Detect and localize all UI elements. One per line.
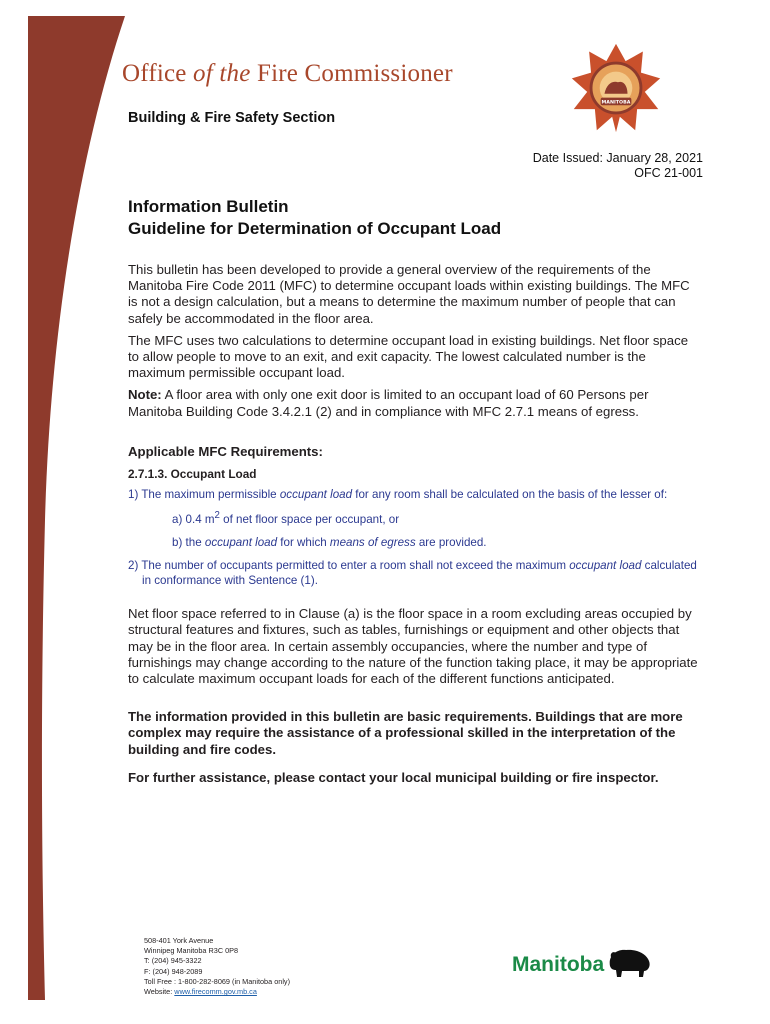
section-name: Building & Fire Safety Section — [128, 110, 336, 126]
svg-text:MANITOBA: MANITOBA — [601, 100, 631, 106]
article-heading: 2.7.1.3. Occupant Load — [128, 467, 257, 482]
footer-address: 508-401 York Avenue Winnipeg Manitoba R3C 0P8 T: (204) 945-3322 F: (204) 948-2089 Toll Free : 1-800-282-8069 (in Manitoba only) Website: www.firecomm.gov.mb.ca — [144, 936, 291, 997]
fire-commissioner-seal-icon — [568, 40, 664, 136]
code-clause-a: a) 0.4 $m^2$ of net floor space per occupant, or — [172, 510, 400, 527]
calculations-paragraph: The MFC uses two calculations to determine occupant load in existing buildings. Net floor space to allow people to move to an exit, and exit capacity. The lowest calculated number is the maximum permissible occupant load. — [128, 332, 689, 381]
svg-text:Manitoba: Manitoba — [512, 953, 605, 976]
requirements-heading: Applicable MFC Requirements: — [128, 443, 323, 459]
manitoba-logo — [512, 944, 652, 978]
net-floor-paragraph: Net floor space referred to in Clause (a) is the floor space in a room excluding areas occupied by structural features and fixtures, such as tables, furnishings or equipment and other objects that may be in the floor area. In certain assembly occupancies, where the number and type of furnishings may change according to the nature of the function taking place, it may be appropriate to calculate maximum occupant loads for each of the different functions anticipated. — [128, 606, 698, 686]
office-title: Office of the Fire Commissioner — [122, 60, 453, 87]
decorative-side-band — [0, 0, 130, 1024]
code-item-2: 2) The number of occupants permitted to enter a room shall not exceed the maximum occupant load calculated in conformance with Sentence (1). — [128, 559, 697, 588]
code-excerpt — [128, 487, 702, 588]
note-paragraph: Note: A floor area with only one exit door is limited to an occupant load of 60 Persons per Manitoba Building Code 3.4.2.1 (2) and in compliance with MFC 2.7.1 means of egress. — [128, 387, 649, 419]
code-clause-b: b) the occupant load for which means of egress are provided. — [172, 536, 487, 550]
bulletin-number: OFC 21-001 — [634, 166, 703, 180]
bulletin-title: Information Bulletin Guideline for Determination of Occupant Load — [128, 197, 502, 238]
bison-icon — [610, 950, 650, 977]
date-issued: Date Issued: January 28, 2021 — [532, 151, 703, 165]
website-link[interactable]: www.firecomm.gov.mb.ca — [174, 987, 257, 997]
contact-paragraph: For further assistance, please contact your local municipal building or fire inspector. — [128, 769, 659, 785]
bulletin-body — [128, 262, 702, 792]
intro-paragraph: This bulletin has been developed to provide a general overview of the requirements of the Manitoba Fire Code 2011 (MFC) to determine occupant loads within existing buildings. The MFC is not a design calculation, but a means to determine the maximum number of people that can safely be accommodated in the floor area. — [128, 262, 690, 326]
notice-paragraph: The information provided in this bulletin are basic requirements. Buildings that are more complex may require the assistance of a professional skilled in the interpretation of the building and fire codes. — [128, 709, 683, 757]
code-item-1: 1) The maximum permissible occupant load for any room shall be calculated on the basis of the lesser of: — [128, 488, 668, 502]
issue-info — [533, 151, 703, 181]
